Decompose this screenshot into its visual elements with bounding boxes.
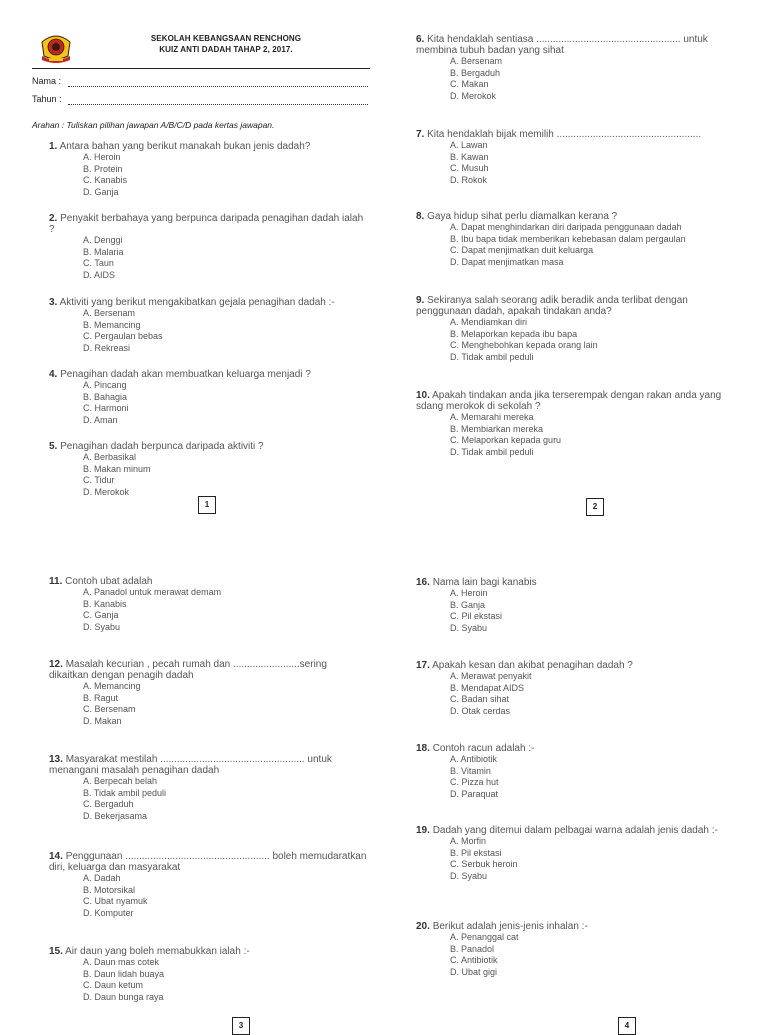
question-14: 14. Penggunaan .................................................... boleh memudaratkan diri, keluarga dan masyarakat A. Dadah B. Motorsikal C. Ubat nyamuk D. Komputer [49,851,369,919]
option-a[interactable]: A. Bersenam [450,56,503,66]
question-text: Contoh ubat adalah [65,576,153,587]
option-b[interactable]: B. Daun lidah buaya [83,968,165,979]
question-7: 7. Kita hendaklah bijak memilih .................................................... A. Lawan B. Kawan C. Musuh D. Rokok [416,129,736,186]
option-b[interactable]: B. Ibu bapa tidak memberikan kebebasan dalam pergaulan [450,233,686,244]
option-d[interactable]: D. Bekerjasama [83,810,148,821]
option-a[interactable]: A. Dapat menghindarkan diri daripada penggunaan dadah [450,222,682,232]
question-text: Contoh racun adalah :- [432,743,535,754]
year-field[interactable] [32,94,370,106]
option-b[interactable]: B. Makan minum [83,463,151,474]
option-b[interactable]: B. Pil ekstasi [450,847,502,858]
option-a[interactable]: A. Bersenam [83,308,136,318]
question-8: 8. Gaya hidup sihat perlu diamalkan kerana ? A. Dapat menghindarkan diri daripada penggunaan dadah B. Ibu bapa tidak memberikan kebebasan dalam pergaulan C. Dapat menjimatkan duit keluarga D. Dapat menjimatkan masa [416,211,736,268]
question-text: Masalah kecurian , pecah rumah dan ........................sering dikaitkan dengan penagih dadah [49,659,327,681]
option-list [450,754,736,800]
option-b[interactable]: B. Protein [83,163,123,174]
option-d[interactable]: D. AIDS [83,269,116,280]
option-a[interactable]: A. Heroin [450,588,488,598]
option-list [450,932,736,978]
option-c[interactable]: C. Dapat menjimatkan duit keluarga [450,245,594,255]
question-18: 18. Contoh racun adalah :- A. Antibiotik B. Vitamin C. Pizza hut D. Paraquat [416,743,736,800]
option-d[interactable]: D. Otak cerdas [450,705,511,716]
option-b[interactable]: B. Mendapat AIDS [450,682,525,693]
option-list [83,681,369,727]
option-b[interactable]: B. Kawan [450,151,489,162]
question-text: Aktiviti yang berikut mengakibatkan gejala penagihan dadah :- [59,297,335,308]
question-text: Nama lain bagi kanabis [432,577,537,588]
option-d[interactable]: D. Tidak ambil peduli [450,446,534,457]
option-list [450,222,736,268]
option-d[interactable]: D. Merokok [450,90,497,101]
question-3: 3. Aktiviti yang berikut mengakibatkan gejala penagihan dadah :- A. Bersenam B. Memancing C. Pergaulan bebas D. Rekreasi [49,297,369,354]
option-a[interactable]: A. Merawat penyakit [450,671,532,681]
option-b[interactable]: B. Ragut [83,692,119,703]
option-d[interactable]: D. Merokok [83,486,130,497]
option-d[interactable]: D. Rokok [450,174,488,185]
question-5: 5. Penagihan dadah berpunca daripada aktiviti ? A. Berbasikal B. Makan minum C. Tidur D. Merokok [49,441,369,498]
question-text: Kita hendaklah sentiasa .................................................... untuk membina tubuh badan yang sihat [416,34,708,56]
option-c[interactable]: C. Bersenam [83,704,136,714]
option-a[interactable]: A. Denggi [83,235,123,245]
option-c[interactable]: C. Pergaulan bebas [83,331,163,341]
question-text: Penggunaan .................................................... boleh memudaratkan diri, keluarga dan masyarakat [49,851,367,873]
option-b[interactable]: B. Memancing [83,319,141,330]
year-label: Tahun : [32,94,62,104]
option-d[interactable]: D. Makan [83,715,122,726]
option-c[interactable]: C. Makan [450,79,489,89]
option-b[interactable]: B. Vitamin [450,765,491,776]
question-text: Penagihan dadah akan membuatkan keluarga menjadi ? [60,369,311,380]
option-list [450,588,736,634]
option-a[interactable]: A. Panadol untuk merawat demam [83,587,222,597]
option-list [83,452,369,498]
option-a[interactable]: A. Pincang [83,380,127,390]
option-c[interactable]: C. Harmoni [83,403,129,413]
question-text: Gaya hidup sihat perlu diamalkan kerana ? [427,211,618,222]
option-d[interactable]: D. Syabu [83,621,121,632]
question-15: 15. Air daun yang boleh memabukkan ialah :- A. Daun mas cotek B. Daun lidah buaya C. Daun ketum D. Daun bunga raya [49,946,369,1003]
instruction-text: Arahan : Tuliskan pilihan jawapan A/B/C/D pada kertas jawapan. [32,120,275,130]
year-blank-line[interactable] [68,104,368,105]
option-a[interactable]: A. Lawan [450,140,488,150]
option-b[interactable]: B. Panadol [450,943,495,954]
option-c[interactable]: C. Bergaduh [83,799,134,809]
page-number-1: 1 [198,496,216,514]
option-list [450,671,736,717]
question-16: 16. Nama lain bagi kanabis A. Heroin B. Ganja C. Pil ekstasi D. Syabu [416,577,736,634]
sheet-bottom [0,512,768,1030]
page-number-3: 3 [232,1017,250,1035]
option-list [83,308,369,354]
option-b[interactable]: B. Kanabis [83,598,127,609]
option-c[interactable]: C. Ganja [83,610,119,620]
name-field[interactable] [32,76,370,88]
option-c[interactable]: C. Daun ketum [83,980,144,990]
option-d[interactable]: D. Aman [83,414,118,425]
option-c[interactable]: C. Ubat nyamuk [83,896,148,906]
header-divider [32,68,370,69]
option-c[interactable]: C. Serbuk heroin [450,859,518,869]
option-list [83,587,369,633]
option-list [83,235,369,281]
option-a[interactable]: A. Memarahi mereka [450,412,534,422]
option-list [450,836,736,882]
option-b[interactable]: B. Bergaduh [450,67,501,78]
option-b[interactable]: B. Melaporkan kepada ibu bapa [450,328,578,339]
question-10: 10. Apakah tindakan anda jika terserempak dengan rakan anda yang sdang merokok di sekolah ? A. Memarahi mereka B. Membiarkan mereka C. Melaporkan kepada guru D. Tidak ambil peduli [416,390,736,458]
option-d[interactable]: D. Ganja [83,186,119,197]
question-2: 2. Penyakit berbahaya yang berpunca daripada penagihan dadah ialah ? A. Denggi B. Malaria C. Taun D. AIDS [49,213,369,281]
option-c[interactable]: C. Pil ekstasi [450,611,503,621]
option-list [83,152,369,198]
sheet-top [0,0,768,512]
option-c[interactable]: C. Kanabis [83,175,128,185]
school-name: SEKOLAH KEBANGSAAN RENCHONG [150,34,302,43]
question-13: 13. Masyarakat mestilah .................................................... untuk menangani masalah penagihan dadah A. Berpecah belah B. Tidak ambil peduli C. Bergaduh D. Bekerjasama [49,754,369,822]
option-list [83,957,369,1003]
option-list [83,873,369,919]
option-a[interactable]: A. Heroin [83,152,121,162]
question-text: Apakah kesan dan akibat penagihan dadah ? [432,660,633,671]
option-list [450,317,736,363]
question-text: Air daun yang boleh memabukkan ialah :- [65,946,250,957]
question-19: 19. Dadah yang ditemui dalam pelbagai warna adalah jenis dadah :- A. Morfin B. Pil ekstasi C. Serbuk heroin D. Syabu [416,825,736,882]
option-c[interactable]: C. Taun [83,258,114,268]
option-a[interactable]: A. Memancing [83,681,141,691]
option-c[interactable]: C. Musuh [450,163,489,173]
option-list [83,776,369,822]
option-d[interactable]: D. Daun bunga raya [83,991,164,1002]
option-a[interactable]: A. Morfin [450,836,487,846]
option-d[interactable]: D. Syabu [450,622,488,633]
question-text: Penyakit berbahaya yang berpunca daripada penagihan dadah ialah ? [49,213,364,235]
option-d[interactable]: D. Paraquat [450,788,499,799]
question-12: 12. Masalah kecurian , pecah rumah dan ........................sering dikaitkan dengan penagih dadah A. Memancing B. Ragut C. Bersenam D. Makan [49,659,369,727]
question-text: Apakah tindakan anda jika terserempak dengan rakan anda yang sdang merokok di sekolah ? [416,390,722,412]
option-list [450,56,736,102]
question-text: Penagihan dadah berpunca daripada aktiviti ? [60,441,264,452]
option-d[interactable]: D. Ubat gigi [450,966,498,977]
option-list [450,140,736,186]
option-b[interactable]: B. Bahagia [83,391,128,402]
option-b[interactable]: B. Membiarkan mereka [450,423,544,434]
option-a[interactable]: A. Berpecah belah [83,776,158,786]
question-text: Kita hendaklah bijak memilih .................................................... [427,129,702,140]
option-d[interactable]: D. Tidak ambil peduli [450,351,534,362]
question-11: 11. Contoh ubat adalah A. Panadol untuk merawat demam B. Kanabis C. Ganja D. Syabu [49,576,369,633]
option-a[interactable]: A. Antibiotik [450,754,498,764]
option-b[interactable]: B. Tidak ambil peduli [83,787,167,798]
option-list [450,412,736,458]
option-a[interactable]: A. Berbasikal [83,452,137,462]
option-c[interactable]: C. Menghebohkan kepada orang lain [450,340,598,350]
question-text: Antara bahan yang berikut manakah bukan jenis dadah? [59,141,311,152]
option-a[interactable]: A. Daun mas cotek [83,957,160,967]
option-b[interactable]: B. Malaria [83,246,124,257]
question-text: Masyarakat mestilah .................................................... untuk menangani masalah penagihan dadah [49,754,332,776]
name-blank-line[interactable] [68,86,368,87]
question-20: 20. Berikut adalah jenis-jenis inhalan :- A. Penanggal cat B. Panadol C. Antibiotik D. Ubat gigi [416,921,736,978]
option-d[interactable]: D. Komputer [83,907,134,918]
option-c[interactable]: C. Tidur [83,475,115,485]
question-4: 4. Penagihan dadah akan membuatkan keluarga menjadi ? A. Pincang B. Bahagia C. Harmoni D. Aman [49,369,369,426]
quiz-header [36,30,370,70]
option-c[interactable]: C. Antibiotik [450,955,498,965]
option-a[interactable]: A. Dadah [83,873,121,883]
option-c[interactable]: C. Melaporkan kepada guru [450,435,562,445]
option-c[interactable]: C. Badan sihat [450,694,510,704]
option-d[interactable]: D. Syabu [450,870,488,881]
school-crest-icon [38,32,74,64]
question-9: 9. Sekiranya salah seorang adik beradik anda terlibat dengan penggunaan dadah, apakah tindakan anda? A. Mendiamkan diri B. Melaporkan kepada ibu bapa C. Menghebohkan kepada orang lain D. Tidak ambil peduli [416,295,736,363]
question-6: 6. Kita hendaklah sentiasa .................................................... untuk membina tubuh badan yang sihat A. Bersenam B. Bergaduh C. Makan D. Merokok [416,34,736,102]
option-a[interactable]: A. Penanggal cat [450,932,519,942]
question-text: Dadah yang ditemui dalam pelbagai warna adalah jenis dadah :- [432,825,718,836]
option-c[interactable]: C. Pizza hut [450,777,499,787]
question-text: Berikut adalah jenis-jenis inhalan :- [432,921,588,932]
question-1: 1. Antara bahan yang berikut manakah bukan jenis dadah? A. Heroin B. Protein C. Kanabis D. Ganja [49,141,369,198]
option-b[interactable]: B. Ganja [450,599,486,610]
option-b[interactable]: B. Motorsikal [83,884,136,895]
option-d[interactable]: D. Rekreasi [83,342,131,353]
name-label: Nama : [32,76,62,86]
page-number-4: 4 [618,1017,636,1035]
quiz-title: KUIZ ANTI DADAH TAHAP 2, 2017. [159,45,293,54]
page-number-2: 2 [586,498,604,516]
option-a[interactable]: A. Mendiamkan diri [450,317,528,327]
question-text: Sekiranya salah seorang adik beradik anda terlibat dengan penggunaan dadah, apakah tindakan anda? [416,295,688,317]
question-17: 17. Apakah kesan dan akibat penagihan dadah ? A. Merawat penyakit B. Mendapat AIDS C. Badan sihat D. Otak cerdas [416,660,736,717]
option-d[interactable]: D. Dapat menjimatkan masa [450,256,564,267]
option-list [83,380,369,426]
